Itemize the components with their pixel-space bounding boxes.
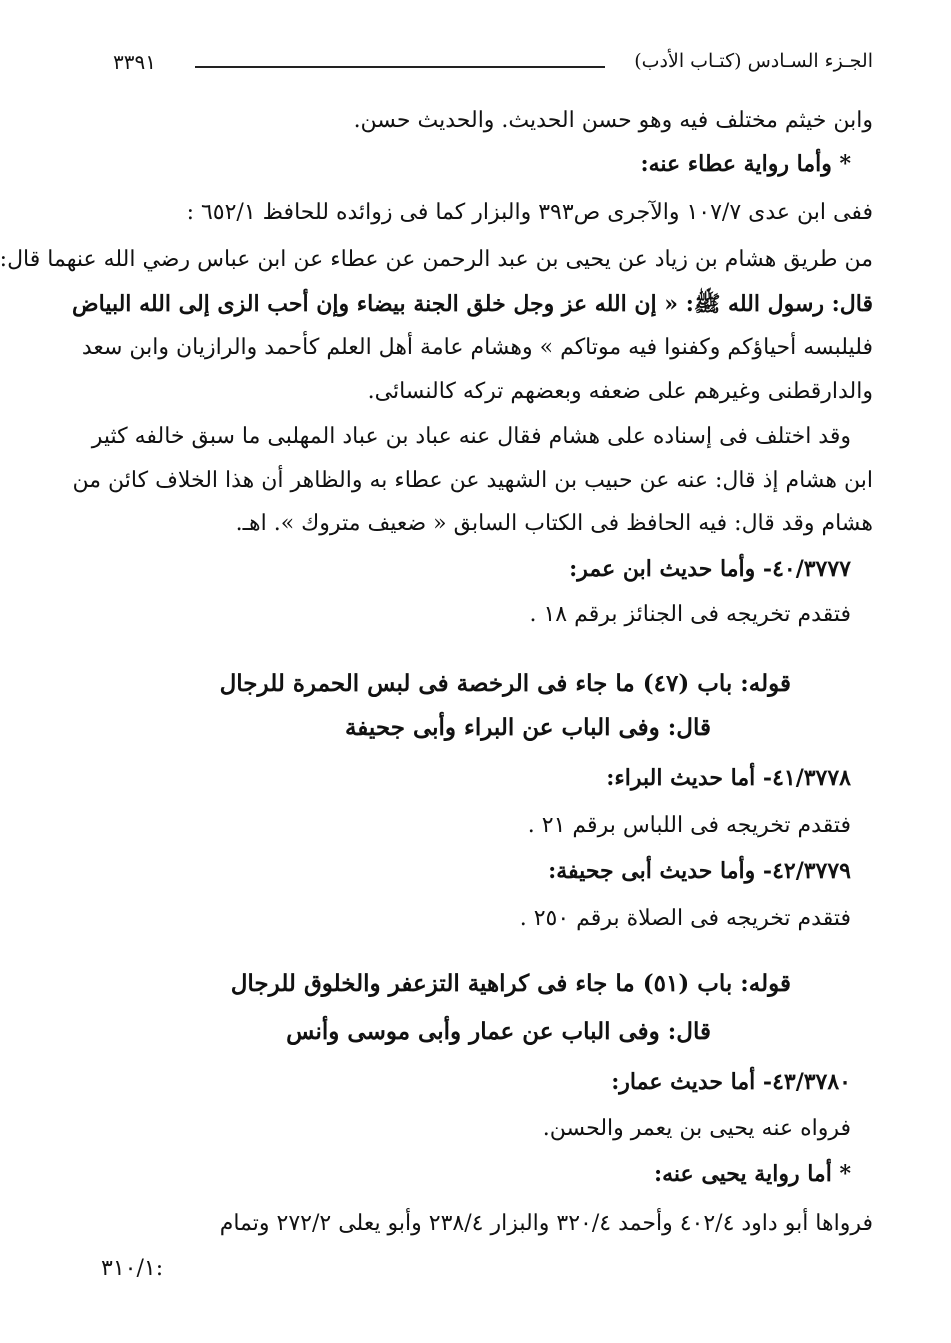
text-line: وابن خيثم مختلف فيه وهو حسن الحديث. والحديث حسن.: [353, 108, 873, 133]
text-line: :٣١٠/١: [101, 1256, 164, 1281]
text-line: هشام وقد قال: فيه الحافظ فى الكتاب السابق « ضعيف متروك ». اهـ.: [235, 511, 873, 536]
hadith-number-line: ٤٠/٣٧٧٧- وأما حديث ابن عمر:: [569, 556, 851, 582]
page-number: ٣٣٩١: [113, 50, 156, 74]
chapter-heading: قوله: باب (٤٧) ما جاء فى الرخصة فى لبس الحمرة للرجال: [219, 670, 791, 697]
text-line: فرواها أبو داود ٤٠٢/٤ وأحمد ٣٢٠/٤ والبزار ٢٣٨/٤ وأبو يعلى ٢٧٢/٢ وتمام: [219, 1211, 873, 1236]
text-line: ابن هشام إذ قال: عنه عن حبيب بن الشهيد عن عطاء به والظاهر أن هذا الخلاف كائن من: [72, 468, 873, 493]
hadith-number-line: ٤٢/٣٧٧٩- وأما حديث أبى جحيفة:: [548, 858, 851, 884]
text-line: فتقدم تخريجه فى الصلاة برقم ٢٥٠ .: [519, 906, 851, 931]
text-line: ففى ابن عدى ١٠٧/٧ والآجرى ص٣٩٣ والبزار كما فى زوائده للحافظ ٦٥٢/١ :: [186, 200, 873, 225]
hadith-number-line: ٤١/٣٧٧٨- أما حديث البراء:: [606, 765, 851, 791]
text-line: فتقدم تخريجه فى اللباس برقم ٢١ .: [527, 813, 851, 838]
text-line: فليلبسه أحياؤكم وكفنوا فيه موتاكم » وهشام عامة أهل العلم كأحمد والرازيان وابن سعد: [81, 335, 873, 360]
header-rule: [195, 66, 605, 68]
chapter-heading: قوله: باب (٥١) ما جاء فى كراهية التزعفر والخلوق للرجال: [230, 970, 791, 997]
text-line: وقد اختلف فى إسناده على هشام فقال عنه عباد بن عباد المهلبى ما سبق خالفه كثير: [91, 424, 851, 449]
text-line: من طريق هشام بن زياد عن يحيى بن عبد الرحمن عن عطاء عن ابن عباس رضي الله عنهما قال:: [0, 247, 873, 272]
subheading-line: * وأما رواية عطاء عنه:: [640, 151, 851, 177]
chapter-subheading: قال: وفى الباب عن عمار وأبى موسى وأنس: [286, 1018, 711, 1045]
running-header-title: الجـزء السـادس (كتـاب الأدب): [634, 50, 873, 72]
hadith-number-line: ٤٣/٣٧٨٠- أما حديث عمار:: [611, 1069, 851, 1095]
subheading-line: * أما رواية يحيى عنه:: [653, 1161, 851, 1187]
text-line: قال: رسول الله ﷺ: « إن الله عز وجل خلق الجنة بيضاء وإن أحب الزى إلى الله البياض: [72, 291, 873, 317]
chapter-subheading: قال: وفى الباب عن البراء وأبى جحيفة: [344, 714, 711, 741]
text-line: والدارقطنى وغيرهم على ضعفه وبعضهم تركه كالنسائى.: [367, 379, 873, 404]
text-line: فتقدم تخريجه فى الجنائز برقم ١٨ .: [529, 602, 851, 627]
text-line: فرواه عنه يحيى بن يعمر والحسن.: [542, 1116, 851, 1141]
